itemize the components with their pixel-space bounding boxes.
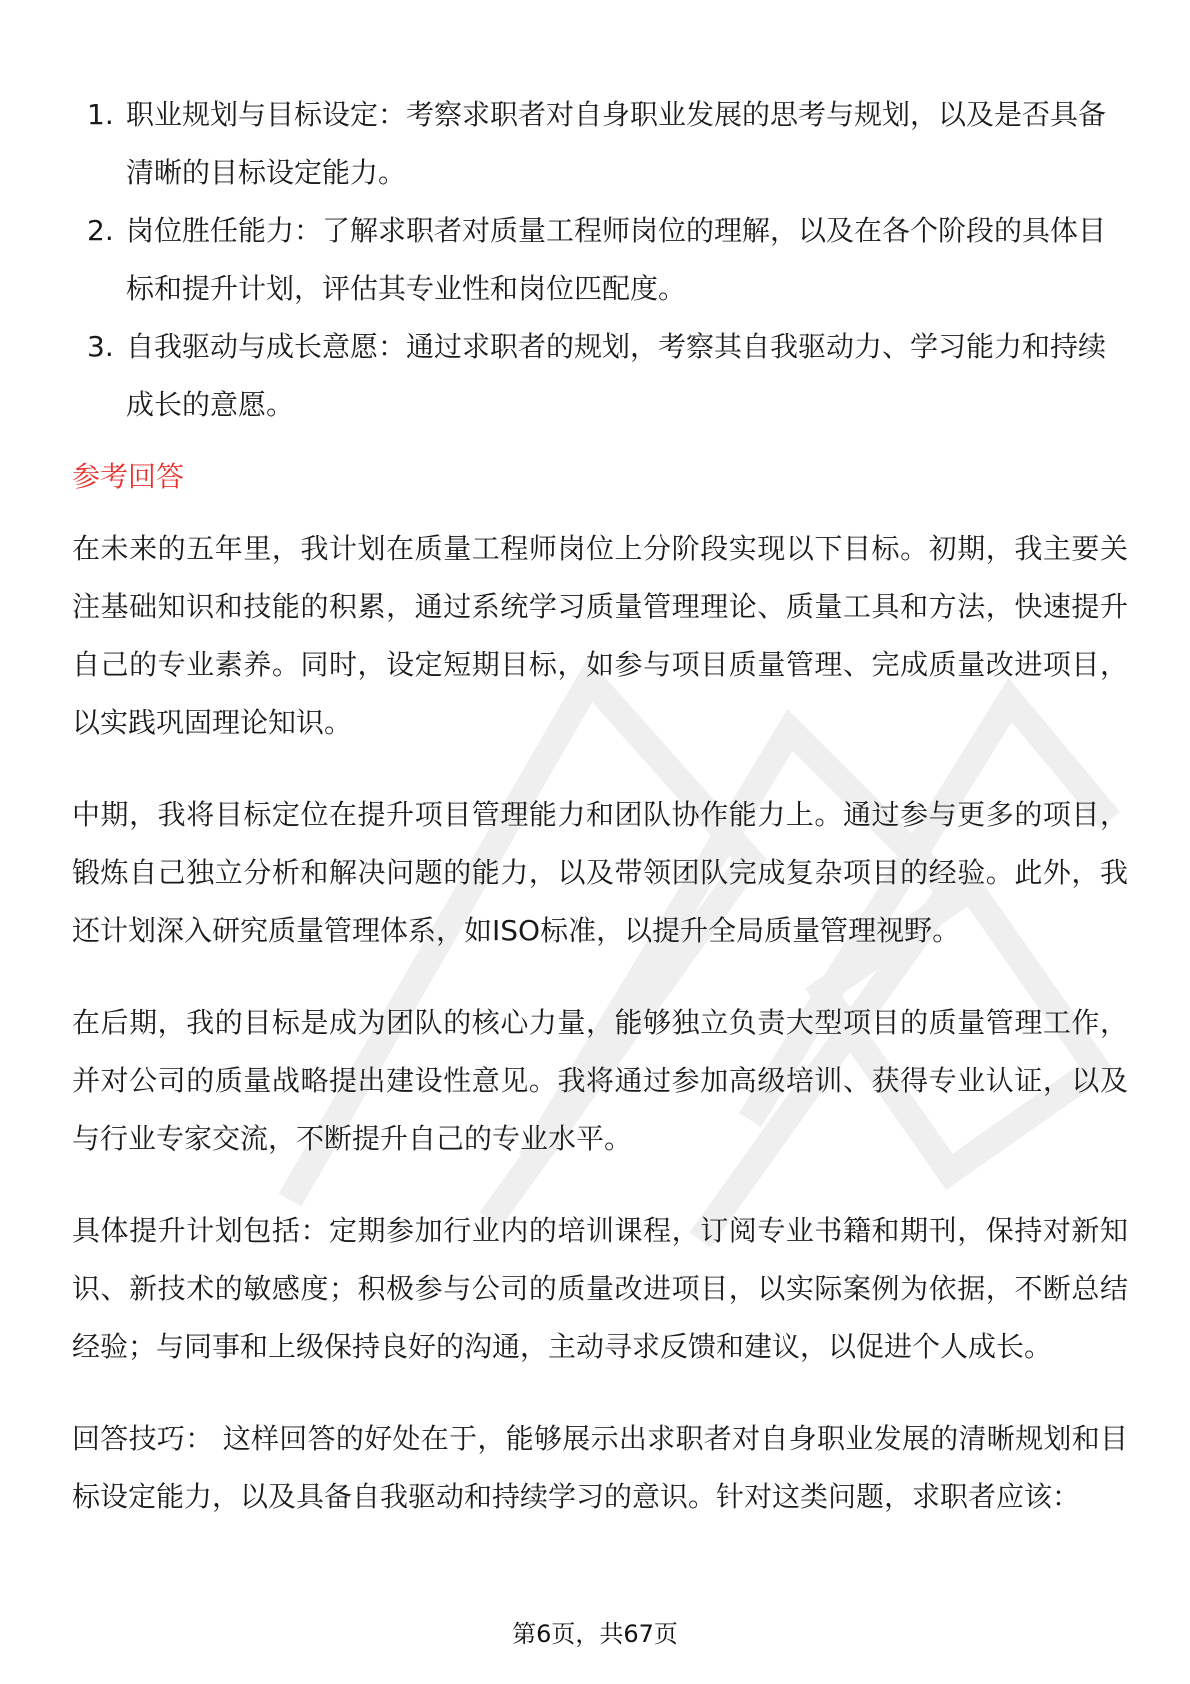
list-text: 职业规划与目标设定：考察求职者对自身职业发展的思考与规划，以及是否具备清晰的目标设定能力。 — [126, 98, 1107, 189]
paragraph-improvement-plan: 具体提升计划包括：定期参加行业内的培训课程，订阅专业书籍和期刊，保持对新知识、新技术的敏感度；积极参与公司的质量改进项目，以实际案例为依据，不断总结经验；与同事和上级保持良好的沟通，主动寻求反馈和建议，以促进个人成长。 — [72, 1214, 1128, 1363]
paragraph-mid-stage: 中期，我将目标定位在提升项目管理能力和团队协作能力上。通过参与更多的项目，锻炼自己独立分析和解决问题的能力，以及带领团队完成复杂项目的经验。此外，我还计划深入研究质量管理体系，如ISO标准，以提升全局质量管理视野。 — [72, 798, 1128, 947]
list-number: 1. — [87, 98, 114, 131]
criteria-list — [72, 86, 1128, 434]
list-item — [72, 86, 1128, 202]
page-footer: 第6页，共67页 — [512, 1620, 678, 1648]
list-text: 自我驱动与成长意愿：通过求职者的规划，考察其自我驱动力、学习能力和持续成长的意愿。 — [126, 330, 1107, 421]
paragraph-late-stage: 在后期，我的目标是成为团队的核心力量，能够独立负责大型项目的质量管理工作，并对公司的质量战略提出建设性意见。我将通过参加高级培训、获得专业认证，以及与行业专家交流，不断提升自己的专业水平。 — [72, 1006, 1128, 1155]
reference-answer-heading: 参考回答 — [72, 460, 185, 493]
list-item — [72, 318, 1128, 434]
list-item — [72, 202, 1128, 318]
list-number: 2. — [87, 214, 114, 247]
list-number: 3. — [87, 330, 114, 363]
list-text: 岗位胜任能力：了解求职者对质量工程师岗位的理解，以及在各个阶段的具体目标和提升计划，评估其专业性和岗位匹配度。 — [126, 214, 1107, 305]
document-page — [72, 86, 1128, 1560]
paragraph-answer-tips: 回答技巧： 这样回答的好处在于，能够展示出求职者对自身职业发展的清晰规划和目标设定能力，以及具备自我驱动和持续学习的意识。针对这类问题，求职者应该： — [72, 1422, 1128, 1513]
paragraph-early-stage: 在未来的五年里，我计划在质量工程师岗位上分阶段实现以下目标。初期，我主要关注基础知识和技能的积累，通过系统学习质量管理理论、质量工具和方法，快速提升自己的专业素养。同时，设定短期目标，如参与项目质量管理、完成质量改进项目，以实践巩固理论知识。 — [72, 532, 1128, 739]
